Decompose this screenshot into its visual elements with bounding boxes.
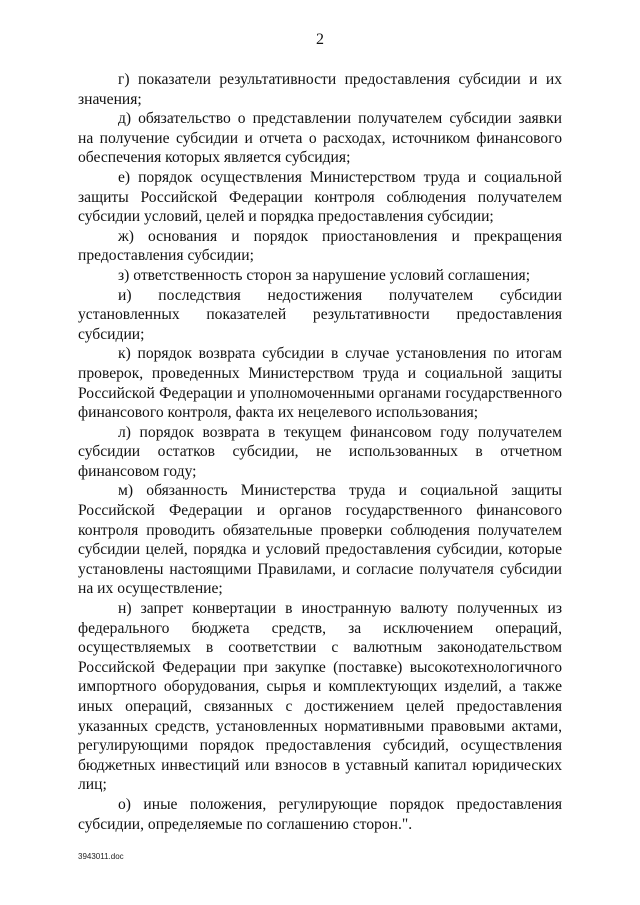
paragraph-g: г) показатели результативности предоставления субсидии и их значения;	[78, 71, 562, 108]
paragraph-m: м) обязанность Министерства труда и социальной защиты Российской Федерации и органов государственного финансового контроля проводить обязательные проверки соблюдения получателем субсидии целей, порядка и условий предоставления субсидии, которые установлены настоящими Правилами, и согласие получателя субсидии на их осуществление;	[78, 482, 562, 598]
page-number: 2	[316, 31, 324, 48]
paragraph-z: з) ответственность сторон за нарушение условий соглашения;	[118, 266, 531, 284]
paragraph-i: и) последствия недостижения получателем субсидии установленных показателей результативности предоставления субсидии;	[78, 286, 562, 343]
paragraph-o: о) иные положения, регулирующие порядок предоставления субсидии, определяемые по соглашению сторон.".	[78, 795, 562, 833]
paragraph-zh: ж) основания и порядок приостановления и прекращения предоставления субсидии;	[78, 227, 562, 265]
footer-filename: 3943011.doc	[78, 852, 124, 861]
paragraph-l: л) порядок возврата в текущем финансовом году получателем субсидии остатков субсидии, не использованных в отчетном финансовом году;	[78, 423, 562, 480]
document-body	[78, 70, 562, 834]
paragraph-d: д) обязательство о представлении получателем субсидии заявки на получение субсидии и отчета о расходах, источником финансового обеспечения которых является субсидия;	[78, 110, 562, 167]
paragraph-n: н) запрет конвертации в иностранную валюту полученных из федерального бюджета средств, за исключением операций, осуществляемых в соответствии с валютным законодательством Российской Федерации при закупке (поставке) высокотехнологичного импортного оборудования, сырья и комплектующих изделий, а также иных операций, связанных с достижением целей предоставления указанных средств, установленных нормативными правовыми актами, регулирующими порядок предоставления субсидий, осуществления бюджетных инвестиций или взносов в уставный капитал юридических лиц;	[78, 600, 562, 794]
paragraph-k: к) порядок возврата субсидии в случае установления по итогам проверок, проведенных Министерством труда и социальной защиты Российской Федерации и уполномоченными органами государственного финансового контроля, факта их нецелевого использования;	[78, 345, 562, 422]
paragraph-e: е) порядок осуществления Министерством труда и социальной защиты Российской Федерации контроля соблюдения получателем субсидии условий, целей и порядка предоставления субсидии;	[78, 168, 562, 226]
